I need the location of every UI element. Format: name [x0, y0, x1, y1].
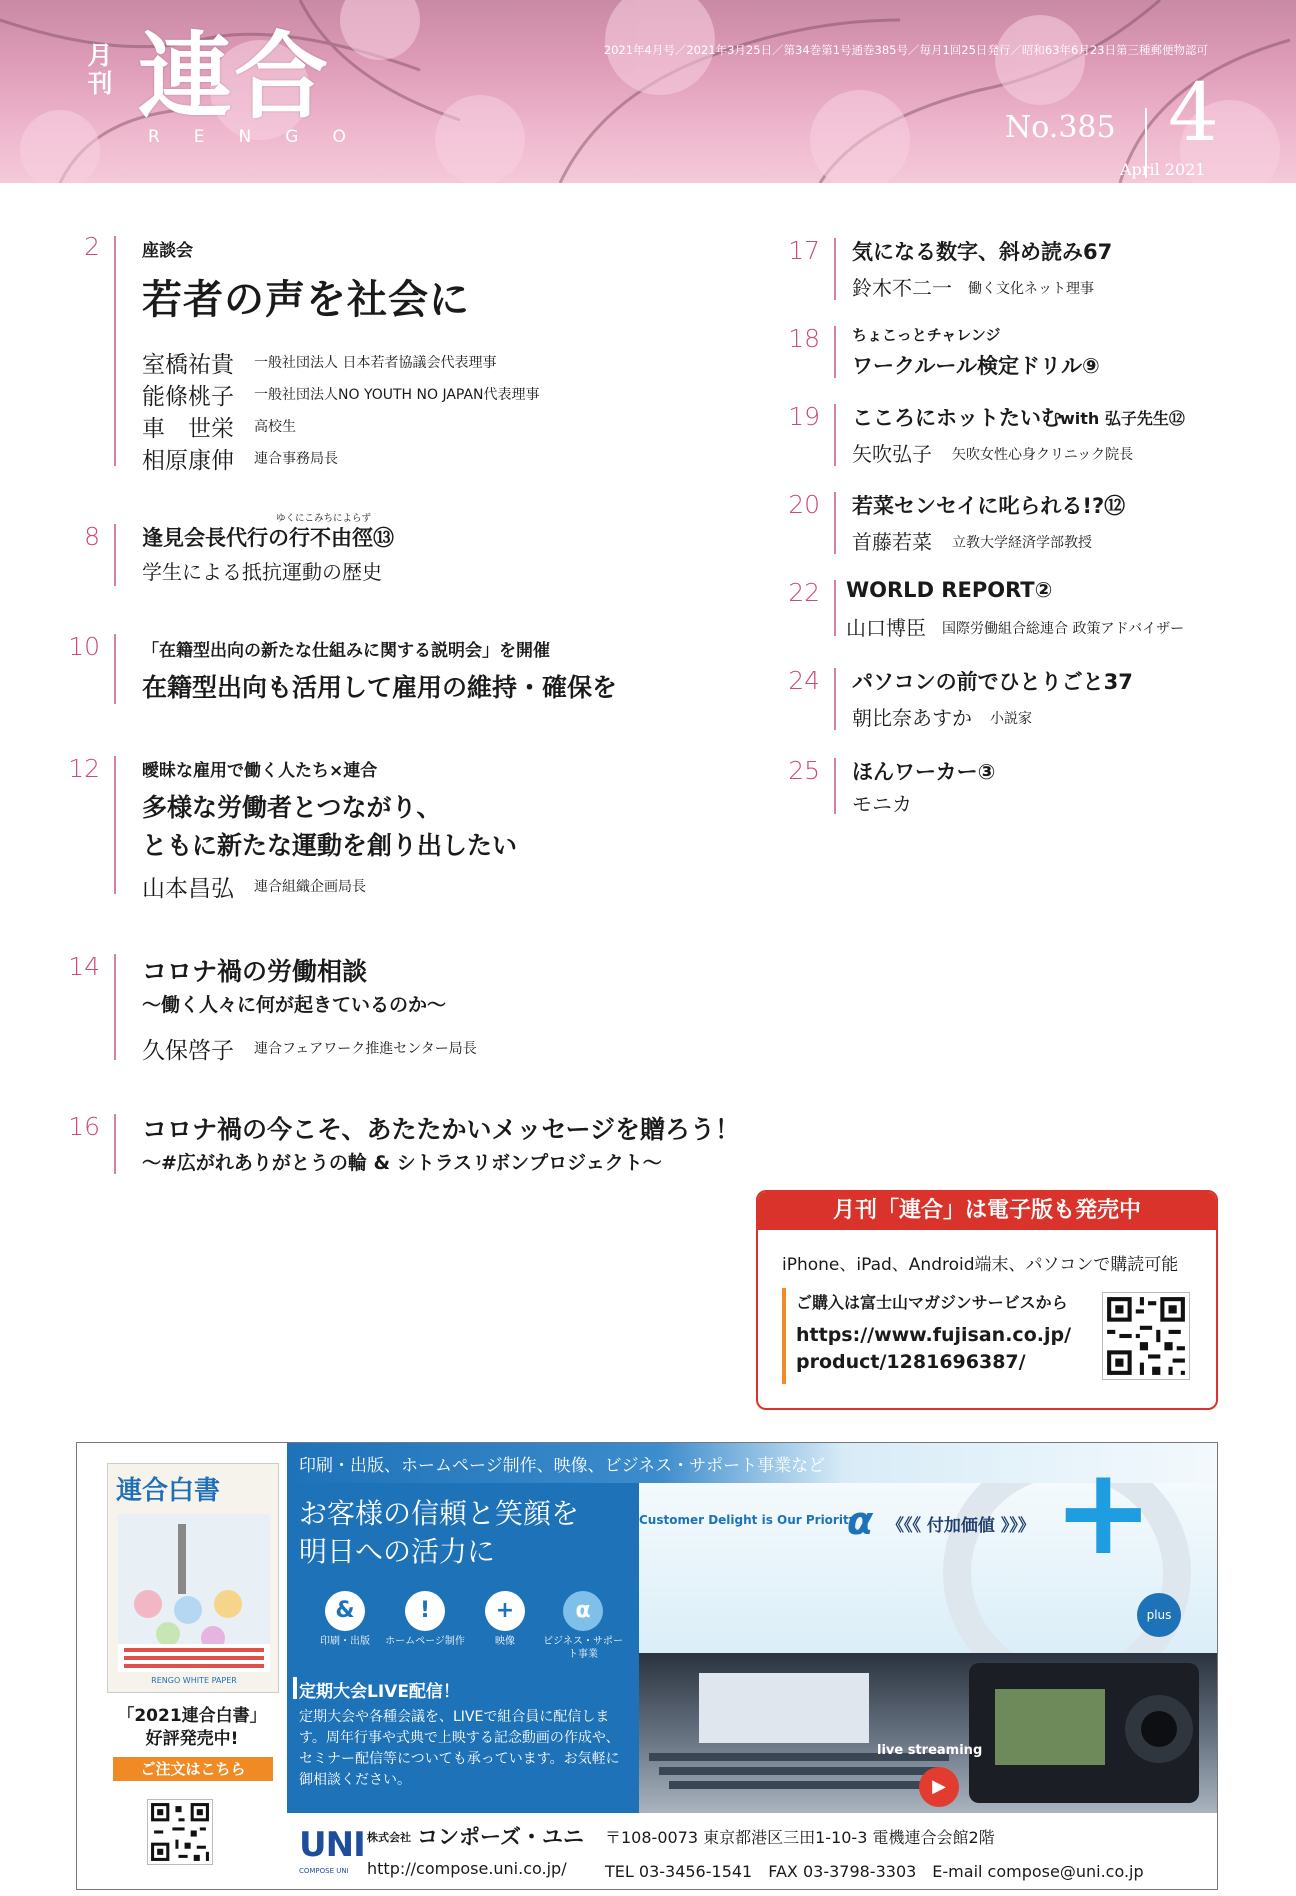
page-number: 10 — [68, 632, 100, 661]
order-button[interactable]: ご注文はこちら — [113, 1757, 273, 1781]
toc-divider — [834, 492, 836, 554]
service-label: 印刷・出版 — [320, 1636, 370, 1647]
accent-bar — [293, 1677, 297, 1699]
supported-devices: iPhone、iPad、Android端末、パソコンで購読可能 — [782, 1255, 1179, 1275]
person-role: 働く文化ネット理事 — [968, 281, 1094, 297]
magazine-title-roman: RENGO — [148, 127, 380, 147]
toc-subtitle: 学生による抵抗運動の歴史 — [142, 560, 382, 584]
toc-divider — [834, 580, 836, 636]
page-number: 25 — [788, 756, 820, 785]
toc-subtitle: ～#広がれありがとうの輪 & シトラスリボンプロジェクト～ — [142, 1152, 662, 1174]
page-number: 12 — [68, 754, 100, 783]
qr-code-icon[interactable] — [147, 1799, 213, 1865]
issue-month: 4 — [1168, 66, 1219, 159]
toc-title-line[interactable]: 多様な労働者とつながり、 — [142, 793, 442, 822]
digital-edition-heading: 月刊「連合」は電子版も発売中 — [758, 1192, 1216, 1230]
toc-title-suffix: with 弘子先生⑫ — [1060, 409, 1185, 428]
services-list: 印刷・出版、ホームページ制作、映像、ビジネス・サポート事業など — [299, 1456, 826, 1476]
exclamation-icon: ! — [405, 1591, 445, 1631]
person-role: 一般社団法人NO YOUTH NO JAPAN代表理事 — [254, 387, 540, 403]
company-name: コンポーズ・ユニ — [417, 1825, 584, 1849]
toc-divider — [114, 634, 116, 704]
toc-title[interactable]: コロナ禍の今こそ、あたたかいメッセージを贈ろう！ — [142, 1115, 741, 1144]
toc-kicker: 座談会 — [142, 241, 193, 261]
toc-divider — [114, 236, 116, 466]
promo-line: 好評発売中! — [145, 1729, 239, 1749]
digital-edition-box — [756, 1190, 1218, 1410]
toc-divider — [834, 668, 836, 730]
purchase-note: ご購入は富士山マガジンサービスから — [796, 1293, 1068, 1312]
page-number: 22 — [788, 578, 820, 607]
toc-kicker: 曖昧な雇用で働く人たち×連合 — [142, 761, 378, 781]
toc-divider — [834, 326, 836, 378]
issue-date: April 2021 — [1120, 160, 1206, 179]
toc-divider — [114, 954, 116, 1060]
company-type: 株式会社 — [367, 1831, 411, 1844]
person-name: 車 世栄 — [142, 416, 234, 442]
cover-illustration — [118, 1514, 270, 1672]
toc-title[interactable]: ほんワーカー③ — [852, 760, 996, 784]
person-name: 山口博臣 — [846, 616, 926, 640]
toc-divider — [834, 404, 836, 466]
toc-kicker: 「在籍型出向の新たな仕組みに関する説明会」を開催 — [142, 641, 550, 661]
service-label: 映像 — [495, 1636, 515, 1647]
service-label: ホームページ制作 — [385, 1636, 465, 1647]
headline-line: 明日への活力に — [299, 1535, 496, 1568]
alpha-icon: α — [847, 1499, 874, 1543]
accent-bar — [782, 1288, 786, 1384]
person-role: 連合事務局長 — [254, 451, 338, 467]
page-number: 14 — [68, 952, 100, 981]
toc-kicker: ちょこっとチャレンジ — [852, 326, 1001, 344]
company-contact: TEL 03-3456-1541 FAX 03-3798-3303 E-mail compose@uni.co.jp — [605, 1862, 1144, 1881]
tagline: Customer Delight is Our Priority — [639, 1513, 857, 1527]
page-number: 19 — [788, 402, 820, 431]
person-name: 朝比奈あすか — [852, 706, 972, 730]
person-name: 室橋祐貴 — [142, 352, 234, 378]
added-value-label: 《《《 付加価値 》》》 — [887, 1516, 1035, 1536]
toc-title[interactable]: パソコンの前でひとりごと37 — [852, 670, 1133, 694]
plus-circle-icon: + — [485, 1591, 525, 1631]
person-role: 連合組織企画局長 — [254, 879, 366, 895]
page-number: 20 — [788, 490, 820, 519]
white-paper-subtitle: RENGO WHITE PAPER — [151, 1676, 237, 1685]
toc-divider — [114, 756, 116, 894]
live-streaming-label: live streaming — [877, 1743, 983, 1758]
live-streaming-description: 定期大会や各種会議を、LIVEで組合員に配信します。周年行事や式典で上映する記念動画の作成や、セミナー配信等についても承っています。お気軽に御相談ください。 — [299, 1709, 620, 1788]
toc-divider — [114, 1114, 116, 1174]
white-paper-promo — [97, 1705, 287, 1751]
page-number: 2 — [84, 232, 100, 261]
person-role: 立教大学経済学部教授 — [952, 535, 1092, 551]
person-name: 首藤若菜 — [852, 530, 932, 554]
page-number: 24 — [788, 666, 820, 695]
page-number: 18 — [788, 324, 820, 353]
url-line[interactable]: product/1281696387/ — [796, 1351, 1026, 1373]
issue-number: No.385 — [1005, 110, 1116, 145]
person-role: 高校生 — [254, 419, 296, 435]
toc-title[interactable]: 在籍型出向も活用して雇用の維持・確保を — [142, 673, 618, 702]
toc-title[interactable]: WORLD REPORT② — [846, 578, 1053, 602]
toc-title[interactable]: 気になる数字、斜め読み67 — [852, 240, 1113, 264]
toc-title[interactable]: こころにホットたいむ — [852, 406, 1062, 430]
company-address: 〒108-0073 東京都港区三田1-10-3 電機連合会館2階 — [605, 1828, 995, 1847]
play-icon[interactable]: ▶ — [919, 1767, 959, 1807]
person-role: 小説家 — [990, 711, 1032, 727]
plus-label: plus — [1137, 1593, 1181, 1637]
purchase-url[interactable] — [796, 1322, 1096, 1376]
toc-title-line[interactable]: ともに新たな運動を創り出したい — [142, 831, 518, 860]
toc-divider — [834, 758, 836, 814]
toc-title[interactable]: コロナ禍の労働相談 — [142, 957, 368, 986]
page-number: 17 — [788, 236, 820, 265]
qr-code-icon[interactable] — [1102, 1292, 1190, 1380]
magazine-title: 連合 — [138, 23, 331, 132]
person-name: 久保啓子 — [142, 1038, 234, 1064]
toc-feature-title[interactable]: 若者の声を社会に — [142, 277, 470, 323]
person-role: 連合フェアワーク推進センター局長 — [254, 1041, 477, 1057]
live-streaming-title: 定期大会LIVE配信！ — [299, 1682, 460, 1702]
person-role: 矢吹女性心身クリニック院長 — [952, 447, 1134, 463]
toc-divider — [114, 524, 116, 586]
ampersand-icon: & — [325, 1591, 365, 1631]
plus-icon: + — [1053, 1443, 1154, 1582]
toc-title[interactable]: 逢見会長代行の行不由徑⑬ — [142, 526, 394, 550]
person-name: 矢吹弘子 — [852, 442, 932, 466]
toc-title[interactable]: 若菜センセイに叱られる!?⑫ — [852, 494, 1126, 518]
person-name: 鈴木不二一 — [852, 276, 952, 300]
url-line[interactable]: https://www.fujisan.co.jp/ — [796, 1324, 1072, 1346]
promo-line: 「2021連合白書」 — [117, 1706, 267, 1726]
advertisement — [76, 1442, 1218, 1890]
service-label: ビジネス・サポート事業 — [543, 1636, 623, 1660]
company-logo-sub: COMPOSE UNI — [299, 1867, 349, 1875]
masthead — [0, 0, 1296, 183]
page-number: 8 — [84, 522, 100, 551]
ad-headline — [299, 1495, 629, 1571]
white-paper-cover — [107, 1463, 279, 1693]
page-number: 16 — [68, 1112, 100, 1141]
company-website[interactable]: http://compose.uni.co.jp/ — [367, 1859, 567, 1878]
person-role: 一般社団法人 日本若者協議会代表理事 — [254, 355, 497, 371]
white-paper-title: 連合白書 — [116, 1476, 221, 1506]
toc-divider — [834, 238, 836, 300]
person-name: 能條桃子 — [142, 384, 234, 410]
person-name: モニカ — [852, 792, 912, 816]
headline-line: お客様の信頼と笑顔を — [299, 1497, 580, 1530]
alpha-circle-icon: α — [563, 1591, 603, 1631]
toc-title[interactable]: ワークルール検定ドリル⑨ — [852, 354, 1100, 378]
publication-info: 2021年4月号／2021年3月25日／第34巻第1号通巻385号／毎月1回25日発行／昭和63年6月23日第三種郵便物認可 — [603, 43, 1208, 57]
ruby-reading: ゆくにこみちによらず — [276, 513, 372, 524]
value-text: 付加価値 — [926, 1516, 995, 1536]
company-logo: UNI — [299, 1825, 365, 1865]
person-name: 山本昌弘 — [142, 876, 234, 902]
toc-subtitle: ～働く人々に何が起きているのか～ — [142, 994, 447, 1016]
monthly-label: 月刊 — [87, 41, 113, 98]
person-role: 国際労働組合総連合 政策アドバイザー — [942, 621, 1185, 637]
person-name: 相原康伸 — [142, 448, 234, 474]
